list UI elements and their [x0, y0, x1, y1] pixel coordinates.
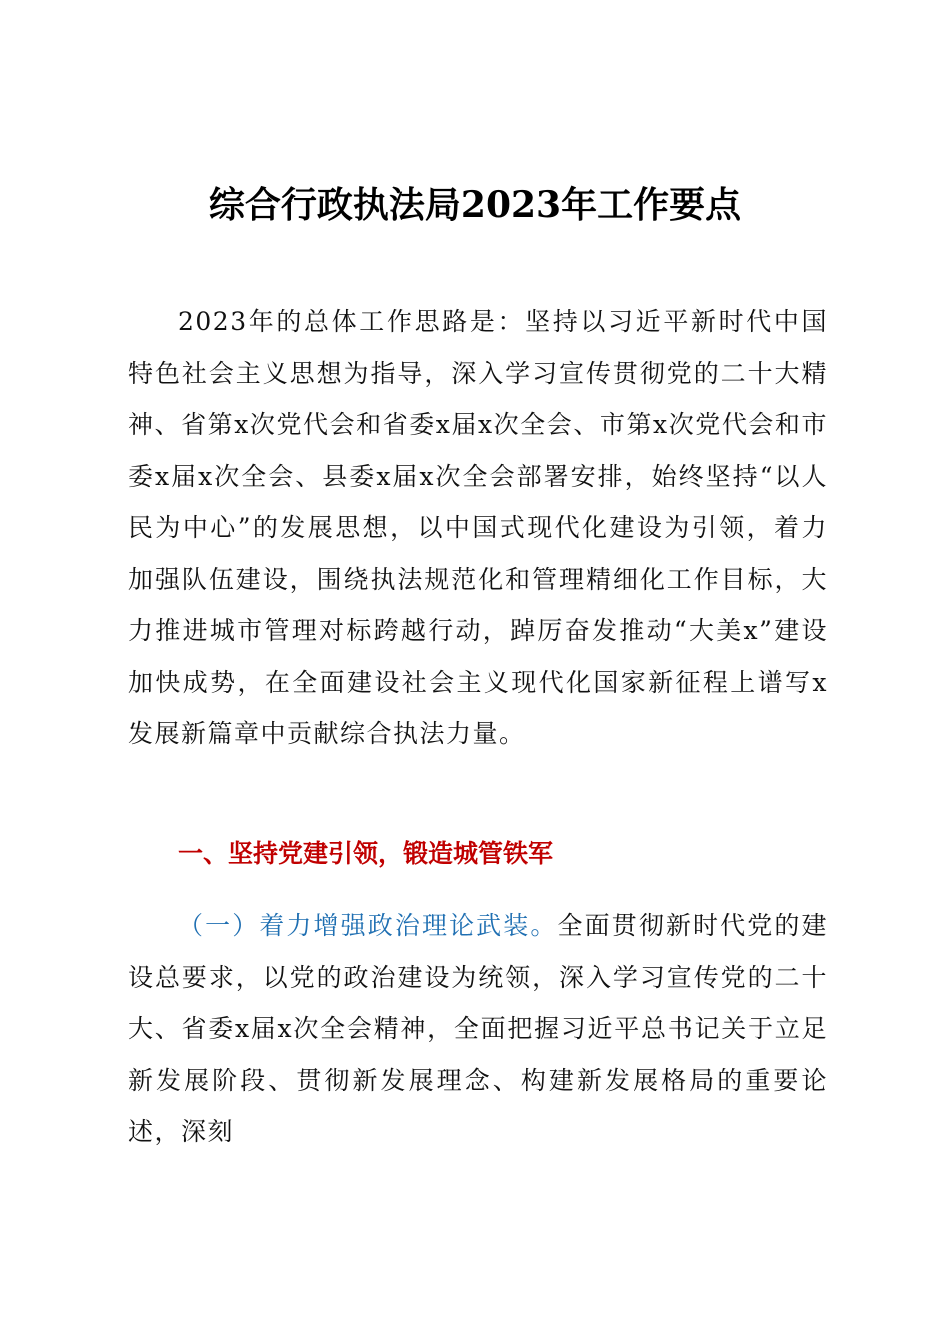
document-title: 综合行政执法局2023年工作要点	[208, 184, 742, 226]
section1-item1-subheading: （一）着力增强政治理论武装。	[178, 911, 558, 940]
section1-item1-paragraph	[128, 900, 828, 1158]
intro-paragraph: 2023年的总体工作思路是：坚持以习近平新时代中国特色社会主义思想为指导，深入学习宣传贯彻党的二十大精神、省第x次党代会和省委x届x次全会、市第x次党代会和市委x届x次全会、县委x届x次全会部署安排，始终坚持“以人民为中心”的发展思想，以中国式现代化建设为引领，着力加强队伍建设，围绕执法规范化和管理精细化工作目标，大力推进城市管理对标跨越行动，踔厉奋发推动“大美x”建设加快成势，在全面建设社会主义现代化国家新征程上谱写x发展新篇章中贡献综合执法力量。	[128, 307, 828, 748]
section-heading-1: 一、坚持党建引领，锻造城管铁军	[178, 839, 554, 868]
section1-item1-body: 全面贯彻新时代党的建设总要求，以党的政治建设为统领，深入学习宣传党的二十大、省委x届x次全会精神，全面把握习近平总书记关于立足新发展阶段、贯彻新发展理念、构建新发展格局的重要论述，深刻	[128, 911, 828, 1146]
